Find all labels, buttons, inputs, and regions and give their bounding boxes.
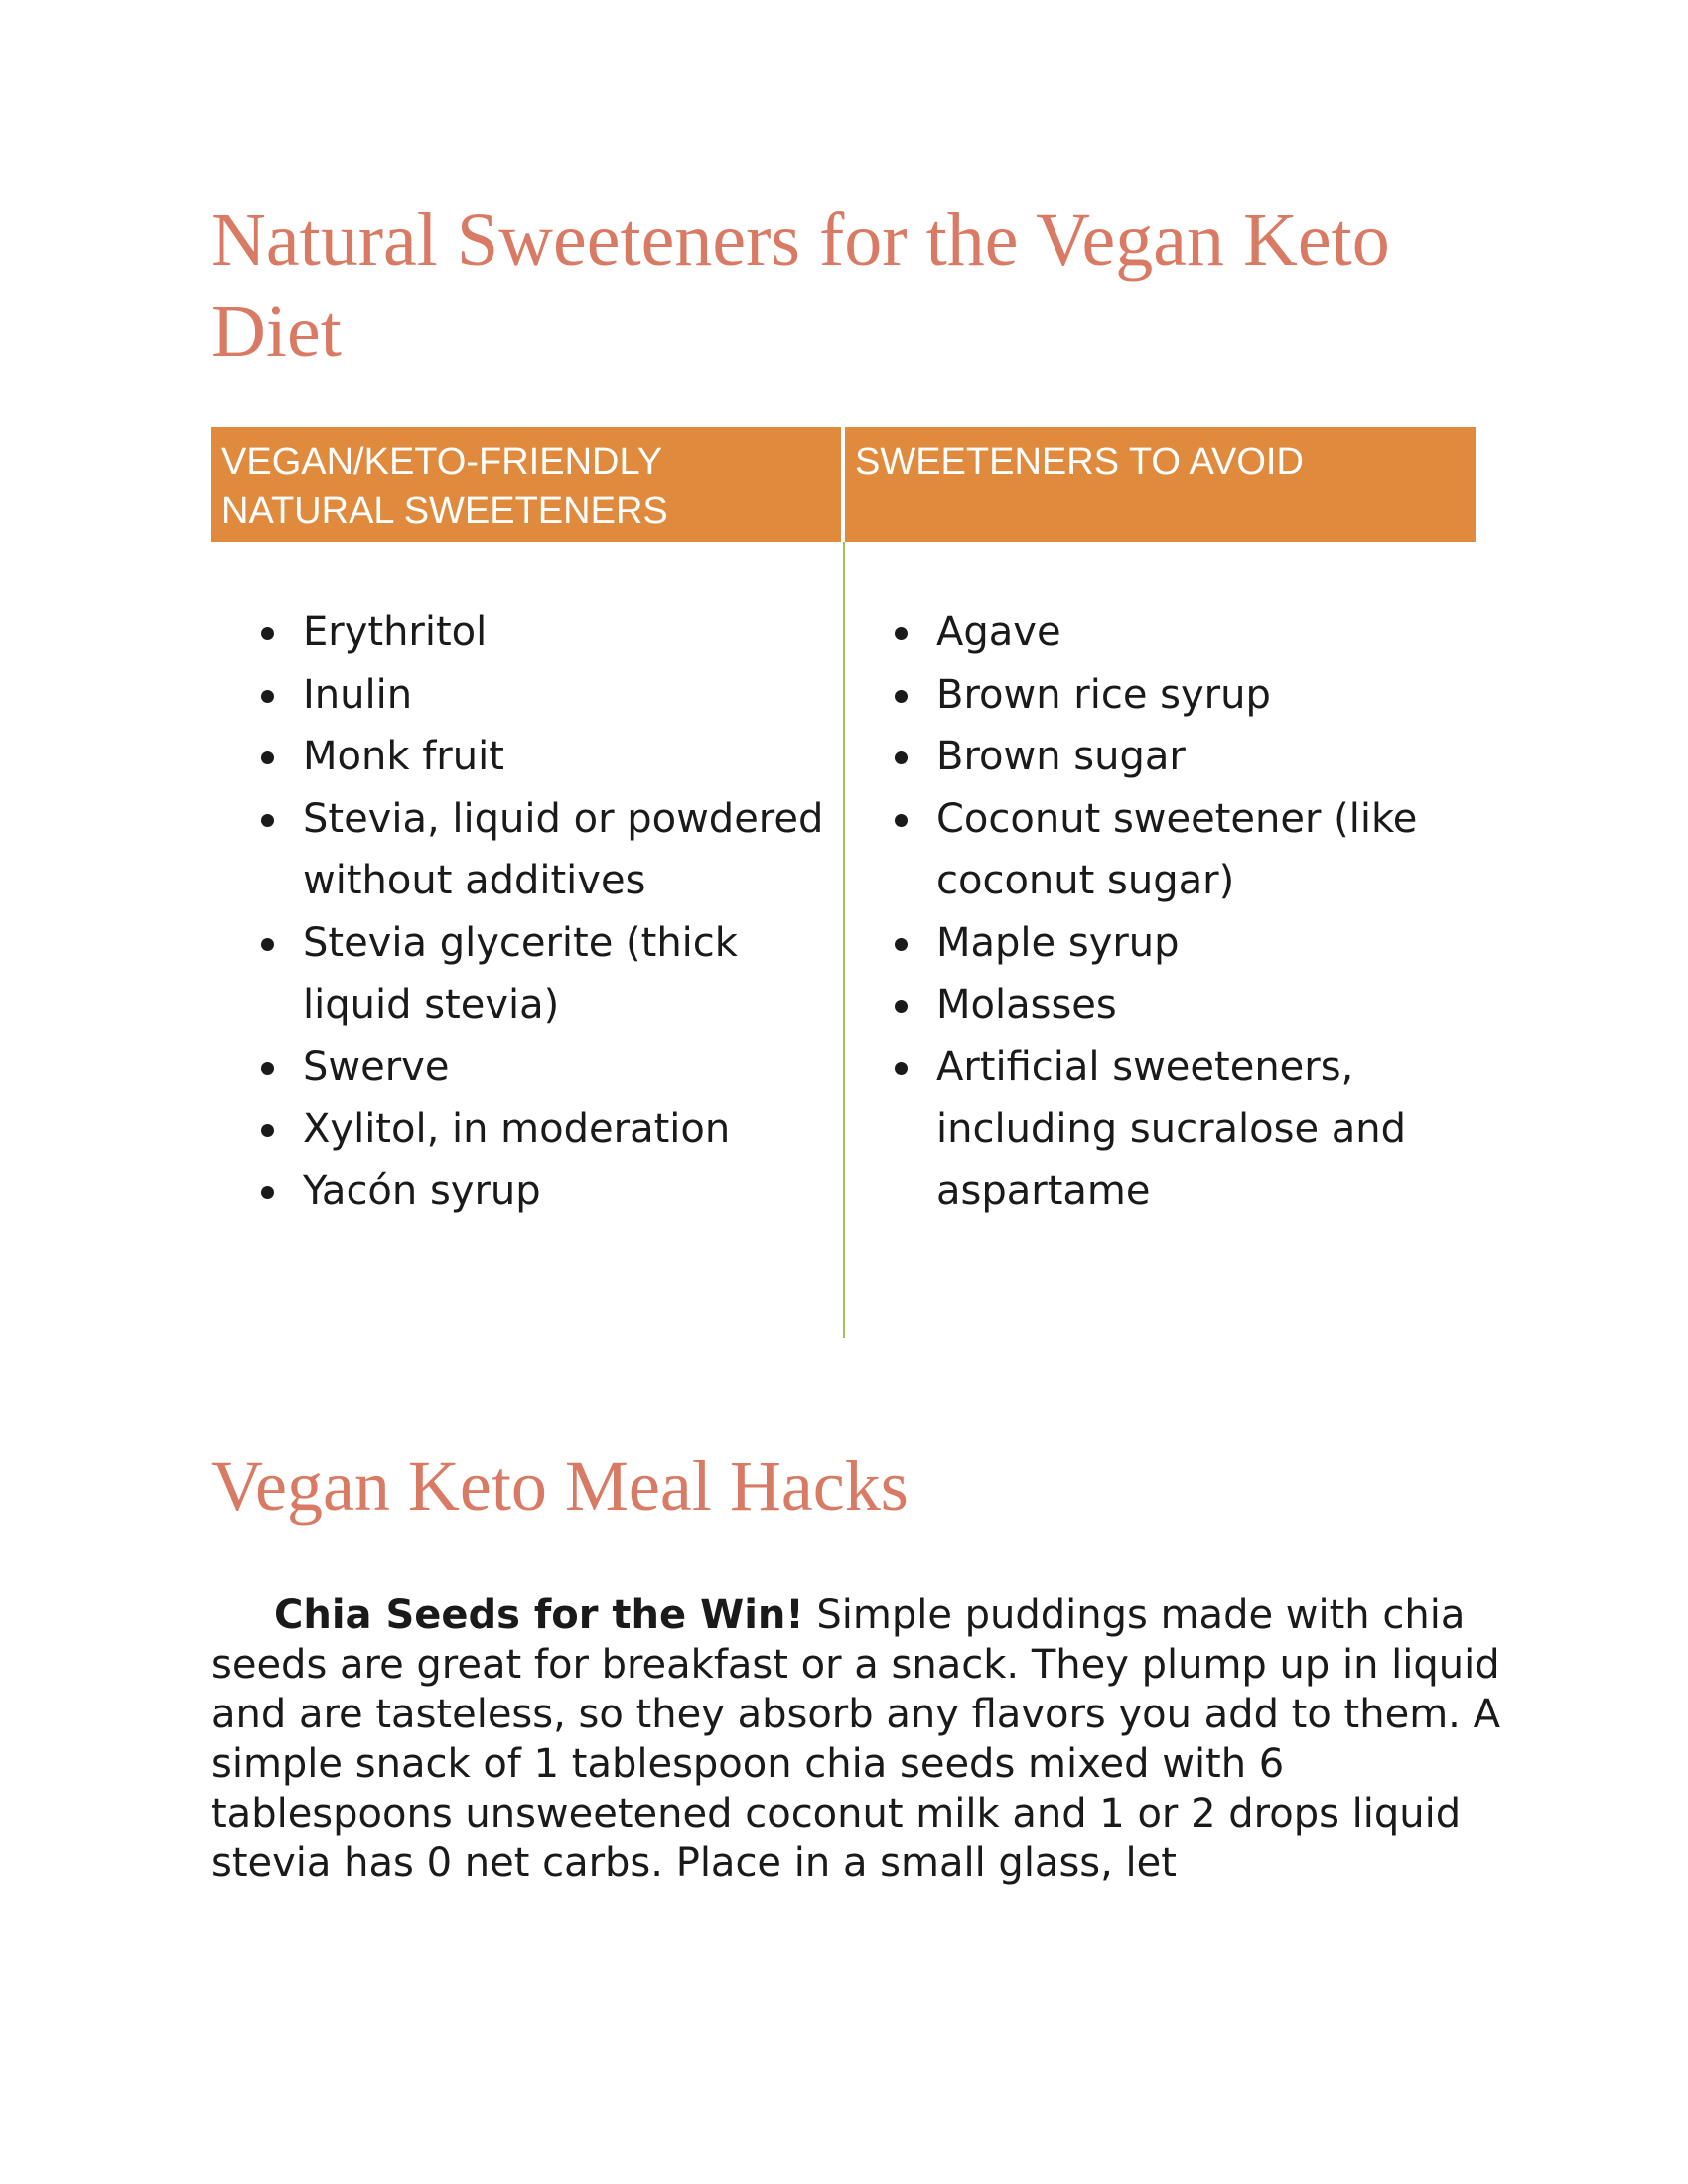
list-item-friendly: Stevia glycerite (thick liquid stevia) <box>211 912 827 1036</box>
list-item-avoid: Maple syrup <box>845 912 1461 975</box>
table-header-avoid: SWEETENERS TO AVOID <box>845 427 1476 542</box>
list-item-avoid: Agave <box>845 602 1461 664</box>
section-title-sweeteners: Natural Sweeteners for the Vegan Keto Diet <box>211 199 1390 373</box>
sweeteners-table <box>211 427 1476 1338</box>
list-item-friendly: Swerve <box>211 1036 827 1099</box>
paragraph-lead: Chia Seeds for the Win! <box>274 1592 804 1638</box>
friendly-column <box>211 602 827 1222</box>
list-item-avoid: Brown rice syrup <box>845 664 1461 727</box>
list-item-friendly: Inulin <box>211 664 827 727</box>
list-item-friendly: Monk fruit <box>211 726 827 788</box>
section-title-meal-hacks: Vegan Keto Meal Hacks <box>211 1446 909 1526</box>
list-item-friendly: Yacón syrup <box>211 1160 827 1223</box>
friendly-list <box>211 602 827 1222</box>
avoid-column <box>845 602 1461 1222</box>
list-item-avoid: Brown sugar <box>845 726 1461 788</box>
list-item-friendly: Xylitol, in moderation <box>211 1098 827 1160</box>
list-item-friendly: Stevia, liquid or powdered without additives <box>211 788 827 912</box>
list-item-avoid: Coconut sweetener (like coconut sugar) <box>845 788 1461 912</box>
paragraph-body: Simple puddings made with chia seeds are great for breakfast or a snack. They plump up in liquid and are tasteless, so they absorb any flavors you add to them. A simple snack of 1 tablespoon chia seeds mixed with 6 tablespoons unsweetened coconut milk and 1 or 2 drops liquid stevia has 0 net carbs. Place in a small glass, let <box>211 1592 1500 1886</box>
list-item-friendly: Erythritol <box>211 602 827 664</box>
table-header-friendly: VEGAN/KETO-FRIENDLY NATURAL SWEETENERS <box>211 427 841 542</box>
list-item-avoid: Molasses <box>845 974 1461 1036</box>
chia-paragraph <box>211 1590 1502 1888</box>
avoid-list <box>845 602 1461 1222</box>
list-item-avoid: Artificial sweeteners, including sucralose and aspartame <box>845 1036 1461 1223</box>
